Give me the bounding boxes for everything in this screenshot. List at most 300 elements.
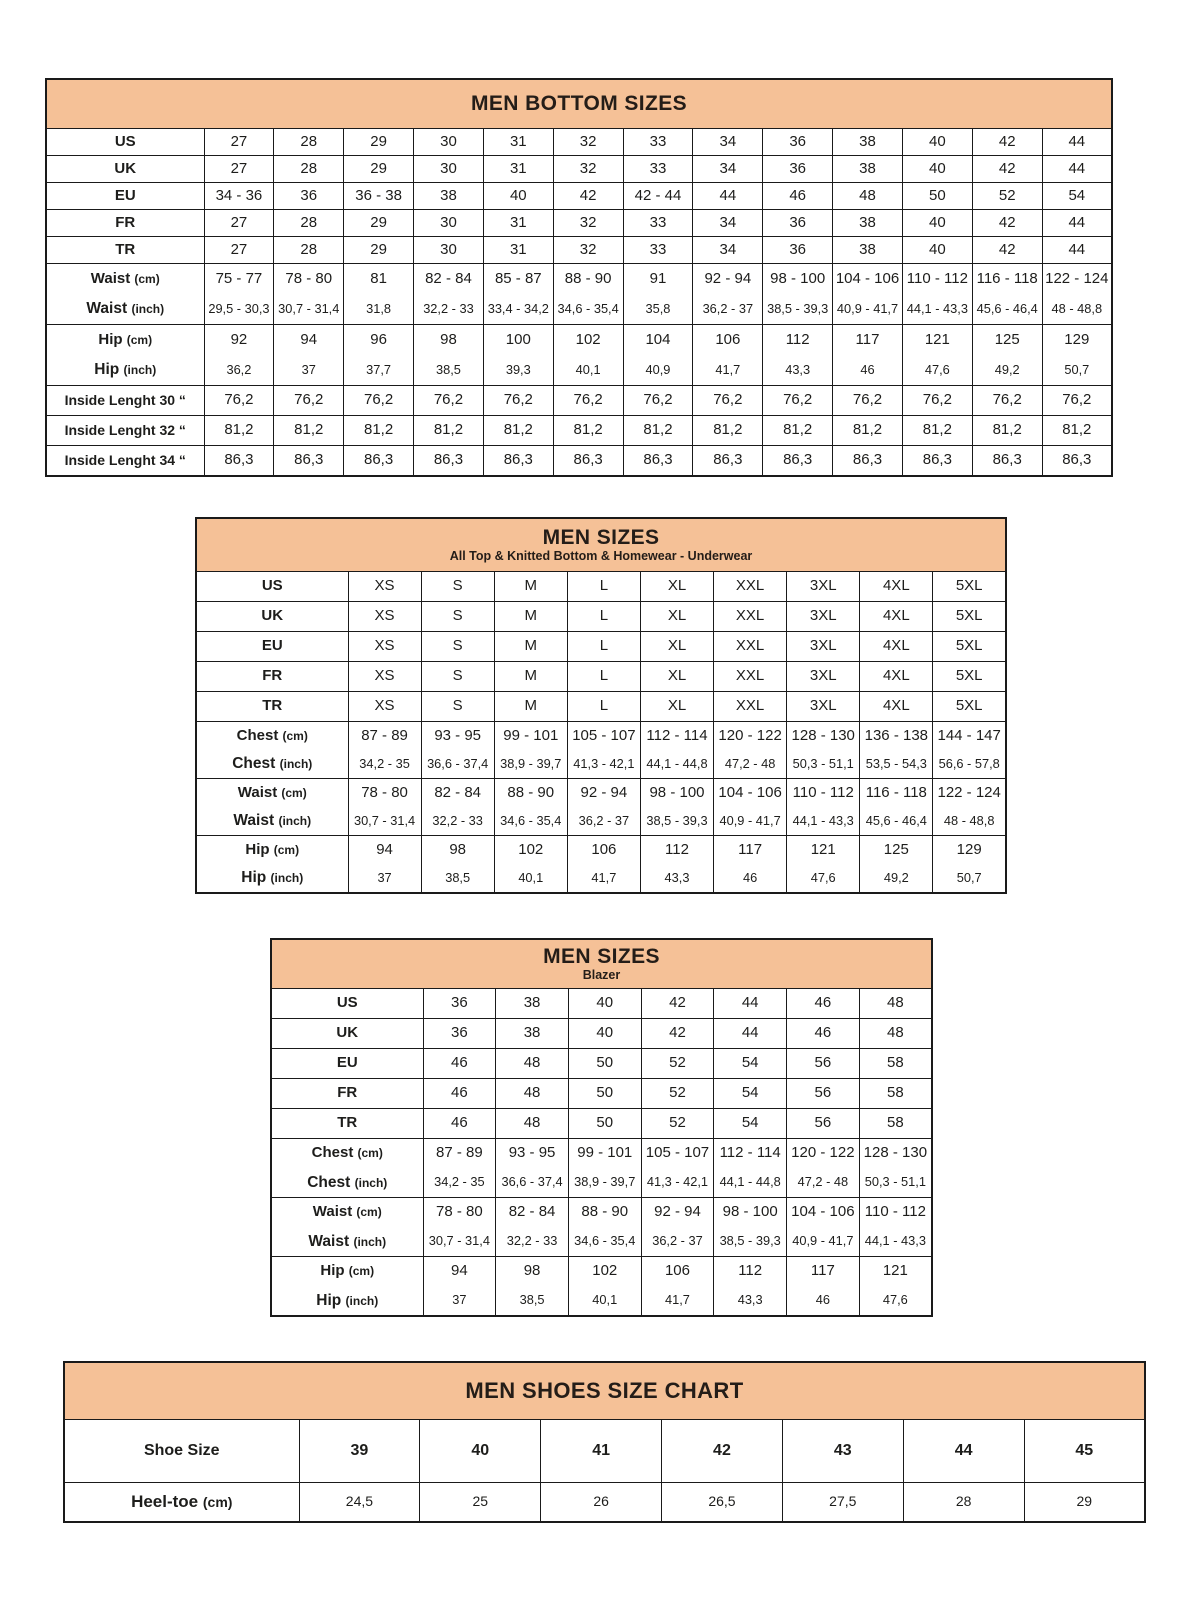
table-title: MEN SHOES SIZE CHART bbox=[465, 1377, 744, 1403]
cell: 44 bbox=[1042, 156, 1112, 183]
row-label bbox=[46, 294, 204, 325]
cell: L bbox=[567, 692, 640, 722]
men-bottom-sizes-table bbox=[45, 78, 1113, 477]
cell: 27 bbox=[204, 129, 274, 156]
cell: 40,9 - 41,7 bbox=[833, 294, 903, 325]
cell: 30,7 - 31,4 bbox=[423, 1227, 496, 1257]
cell: 3XL bbox=[787, 572, 860, 602]
cell: 40 bbox=[568, 989, 641, 1019]
cell: 52 bbox=[641, 1079, 714, 1109]
cell: 58 bbox=[859, 1079, 932, 1109]
cell: 44 bbox=[714, 989, 787, 1019]
cell: 99 - 101 bbox=[494, 722, 567, 751]
cell: 38,5 bbox=[421, 864, 494, 893]
cell: XL bbox=[640, 602, 713, 632]
table-row bbox=[271, 1049, 932, 1079]
cell: 40 bbox=[483, 183, 553, 210]
cell: L bbox=[567, 572, 640, 602]
row-label-text: Hip bbox=[94, 361, 120, 379]
cell: 34,2 - 35 bbox=[423, 1168, 496, 1198]
row-label-text: US bbox=[114, 132, 136, 150]
cell: 87 - 89 bbox=[423, 1139, 496, 1169]
row-label-unit: (cm) bbox=[202, 1493, 233, 1510]
cell: 40 bbox=[902, 237, 972, 264]
cell: 94 bbox=[348, 836, 421, 865]
cell: 42 - 44 bbox=[623, 183, 693, 210]
cell: 86,3 bbox=[623, 446, 693, 477]
cell: 48 bbox=[496, 1079, 569, 1109]
cell: 50,3 - 51,1 bbox=[787, 750, 860, 779]
cell: 104 bbox=[623, 325, 693, 356]
table-row bbox=[271, 1139, 932, 1169]
row-label bbox=[46, 129, 204, 156]
cell: 81,2 bbox=[833, 416, 903, 446]
row-label-text: Chest bbox=[236, 726, 279, 744]
cell: 98 - 100 bbox=[714, 1198, 787, 1228]
row-label bbox=[46, 355, 204, 386]
cell: 81,2 bbox=[414, 416, 484, 446]
row-label bbox=[271, 1109, 423, 1139]
cell: 31,8 bbox=[344, 294, 414, 325]
cell: 112 bbox=[763, 325, 833, 356]
table-header-row bbox=[196, 518, 1006, 572]
cell: 54 bbox=[714, 1109, 787, 1139]
cell: 5XL bbox=[933, 572, 1006, 602]
row-label-text: UK bbox=[114, 159, 137, 177]
cell: 82 - 84 bbox=[414, 264, 484, 295]
row-label-text: Hip bbox=[241, 869, 267, 887]
cell: 52 bbox=[641, 1109, 714, 1139]
cell: 38 bbox=[833, 129, 903, 156]
table-row bbox=[196, 779, 1006, 808]
cell: L bbox=[567, 602, 640, 632]
cell: 40 bbox=[902, 156, 972, 183]
cell: 32,2 - 33 bbox=[496, 1227, 569, 1257]
row-label-text: UK bbox=[336, 1024, 359, 1042]
row-label-unit: (cm) bbox=[273, 842, 300, 857]
cell: 28 bbox=[903, 1483, 1024, 1523]
cell: L bbox=[567, 632, 640, 662]
cell: 94 bbox=[423, 1257, 496, 1287]
cell: 36,2 bbox=[204, 355, 274, 386]
row-label bbox=[196, 632, 348, 662]
row-label-unit: (cm) bbox=[126, 332, 153, 347]
row-label-text: Waist bbox=[86, 300, 128, 318]
cell: 5XL bbox=[933, 632, 1006, 662]
cell: M bbox=[494, 572, 567, 602]
row-label bbox=[196, 779, 348, 808]
cell: XXL bbox=[714, 662, 787, 692]
table-row bbox=[196, 692, 1006, 722]
cell: 44 bbox=[1042, 129, 1112, 156]
cell: 40,9 bbox=[623, 355, 693, 386]
cell: 37,7 bbox=[344, 355, 414, 386]
cell: XS bbox=[348, 632, 421, 662]
cell: 76,2 bbox=[972, 386, 1042, 416]
cell: 94 bbox=[274, 325, 344, 356]
cell: 46 bbox=[423, 1109, 496, 1139]
cell: 76,2 bbox=[693, 386, 763, 416]
cell: 86,3 bbox=[483, 446, 553, 477]
cell: 28 bbox=[274, 156, 344, 183]
table-row bbox=[46, 183, 1112, 210]
cell: 34 bbox=[693, 129, 763, 156]
row-label-text: FR bbox=[115, 213, 136, 231]
cell: 31 bbox=[483, 156, 553, 183]
cell: 117 bbox=[787, 1257, 860, 1287]
row-label bbox=[271, 1286, 423, 1316]
table-row bbox=[46, 264, 1112, 295]
cell: 38 bbox=[496, 989, 569, 1019]
cell: 41 bbox=[541, 1420, 662, 1483]
row-label-unit: (inch) bbox=[131, 302, 165, 317]
cell: 27 bbox=[204, 210, 274, 237]
cell: 44 bbox=[903, 1420, 1024, 1483]
row-label bbox=[46, 210, 204, 237]
row-label-text: Chest bbox=[311, 1144, 354, 1162]
cell: 50 bbox=[902, 183, 972, 210]
cell: 34,6 - 35,4 bbox=[568, 1227, 641, 1257]
cell: 27,5 bbox=[782, 1483, 903, 1523]
row-label bbox=[46, 325, 204, 356]
cell: 120 - 122 bbox=[714, 722, 787, 751]
men-sizes-top-table bbox=[195, 517, 1007, 894]
cell: 30 bbox=[414, 156, 484, 183]
cell: 37 bbox=[274, 355, 344, 386]
cell: S bbox=[421, 602, 494, 632]
row-label-text: Waist bbox=[312, 1203, 353, 1221]
cell: 112 - 114 bbox=[714, 1139, 787, 1169]
cell: 44,1 - 43,3 bbox=[859, 1227, 932, 1257]
cell: 46 bbox=[833, 355, 903, 386]
row-label-unit: (inch) bbox=[353, 1234, 387, 1249]
table-row bbox=[271, 1109, 932, 1139]
cell: 40 bbox=[902, 129, 972, 156]
cell: 117 bbox=[714, 836, 787, 865]
cell: 42 bbox=[972, 129, 1042, 156]
row-label-text: US bbox=[261, 577, 283, 595]
row-label-text: FR bbox=[262, 667, 283, 685]
row-label-unit: (cm) bbox=[134, 271, 160, 286]
row-label bbox=[46, 183, 204, 210]
cell: 39 bbox=[299, 1420, 420, 1483]
table-row bbox=[64, 1483, 1145, 1523]
cell: 75 - 77 bbox=[204, 264, 274, 295]
cell: 40 bbox=[568, 1019, 641, 1049]
cell: 33 bbox=[623, 156, 693, 183]
cell: 54 bbox=[1042, 183, 1112, 210]
table-row bbox=[46, 355, 1112, 386]
cell: 92 bbox=[204, 325, 274, 356]
cell: 40,9 - 41,7 bbox=[714, 807, 787, 836]
cell: 81,2 bbox=[623, 416, 693, 446]
row-label bbox=[271, 1198, 423, 1228]
cell: 81,2 bbox=[204, 416, 274, 446]
row-label-unit: (cm) bbox=[348, 1264, 375, 1279]
cell: 46 bbox=[423, 1079, 496, 1109]
cell: 91 bbox=[623, 264, 693, 295]
row-label bbox=[46, 416, 204, 446]
cell: 86,3 bbox=[693, 446, 763, 477]
row-label bbox=[271, 1168, 423, 1198]
row-label-text: UK bbox=[261, 607, 284, 625]
row-label-text: Waist bbox=[308, 1232, 350, 1250]
cell: 86,3 bbox=[1042, 446, 1112, 477]
table-row bbox=[271, 989, 932, 1019]
cell: 125 bbox=[860, 836, 933, 865]
cell: 36 bbox=[763, 237, 833, 264]
table-row bbox=[196, 632, 1006, 662]
cell: 50,7 bbox=[933, 864, 1006, 893]
cell: 106 bbox=[641, 1257, 714, 1287]
cell: 44,1 - 44,8 bbox=[714, 1168, 787, 1198]
cell: 76,2 bbox=[483, 386, 553, 416]
cell: 36 bbox=[423, 989, 496, 1019]
cell: 99 - 101 bbox=[568, 1139, 641, 1169]
men-sizes-blazer-table bbox=[270, 938, 933, 1317]
cell: M bbox=[494, 692, 567, 722]
row-label-text: Hip bbox=[316, 1291, 342, 1309]
cell: 128 - 130 bbox=[859, 1139, 932, 1169]
cell: 28 bbox=[274, 237, 344, 264]
cell: 110 - 112 bbox=[787, 779, 860, 808]
cell: 41,3 - 42,1 bbox=[641, 1168, 714, 1198]
cell: 56 bbox=[787, 1079, 860, 1109]
table-header bbox=[196, 518, 1006, 572]
cell: 36 bbox=[763, 129, 833, 156]
cell: 78 - 80 bbox=[423, 1198, 496, 1228]
cell: 3XL bbox=[787, 632, 860, 662]
cell: 42 bbox=[972, 210, 1042, 237]
cell: 96 bbox=[344, 325, 414, 356]
row-label bbox=[271, 1227, 423, 1257]
cell: 36 bbox=[763, 210, 833, 237]
cell: 85 - 87 bbox=[483, 264, 553, 295]
cell: 98 bbox=[414, 325, 484, 356]
table-row bbox=[271, 1198, 932, 1228]
cell: 36,6 - 37,4 bbox=[496, 1168, 569, 1198]
cell: 33,4 - 34,2 bbox=[483, 294, 553, 325]
cell: L bbox=[567, 662, 640, 692]
cell: 40 bbox=[420, 1420, 541, 1483]
row-label-text: Chest bbox=[232, 755, 276, 773]
row-label-text: Inside Lenght 30 “ bbox=[64, 391, 186, 408]
table-header-row bbox=[64, 1362, 1145, 1420]
cell: 35,8 bbox=[623, 294, 693, 325]
cell: 24,5 bbox=[299, 1483, 420, 1523]
cell: 93 - 95 bbox=[421, 722, 494, 751]
cell: 52 bbox=[972, 183, 1042, 210]
cell: 40,1 bbox=[553, 355, 623, 386]
row-label-unit: (cm) bbox=[357, 1146, 383, 1161]
cell: 48 bbox=[859, 1019, 932, 1049]
cell: 36,2 - 37 bbox=[693, 294, 763, 325]
table-row bbox=[271, 1079, 932, 1109]
cell: 38 bbox=[833, 156, 903, 183]
row-label bbox=[271, 989, 423, 1019]
table-title: MEN BOTTOM SIZES bbox=[470, 92, 688, 116]
cell: 44 bbox=[714, 1019, 787, 1049]
cell: 98 - 100 bbox=[763, 264, 833, 295]
cell: XXL bbox=[714, 572, 787, 602]
row-label-text: US bbox=[336, 994, 358, 1012]
cell: 76,2 bbox=[763, 386, 833, 416]
cell: 121 bbox=[902, 325, 972, 356]
row-label-text: Waist bbox=[237, 783, 278, 801]
cell: 144 - 147 bbox=[933, 722, 1006, 751]
table-header-row bbox=[46, 79, 1112, 129]
cell: 58 bbox=[859, 1109, 932, 1139]
cell: 78 - 80 bbox=[274, 264, 344, 295]
cell: 86,3 bbox=[553, 446, 623, 477]
cell: 46 bbox=[714, 864, 787, 893]
cell: S bbox=[421, 692, 494, 722]
cell: 104 - 106 bbox=[787, 1198, 860, 1228]
row-label bbox=[196, 864, 348, 893]
table-header bbox=[64, 1362, 1145, 1420]
cell: 112 bbox=[640, 836, 713, 865]
cell: 39,3 bbox=[483, 355, 553, 386]
cell: 34,6 - 35,4 bbox=[553, 294, 623, 325]
cell: 76,2 bbox=[553, 386, 623, 416]
cell: 34 bbox=[693, 156, 763, 183]
cell: 31 bbox=[483, 210, 553, 237]
cell: 25 bbox=[420, 1483, 541, 1523]
cell: 40,9 - 41,7 bbox=[787, 1227, 860, 1257]
table-subtitle: Blazer bbox=[582, 968, 621, 983]
row-label bbox=[46, 386, 204, 416]
cell: 4XL bbox=[860, 662, 933, 692]
cell: 122 - 124 bbox=[1042, 264, 1112, 295]
cell: 105 - 107 bbox=[567, 722, 640, 751]
cell: 28 bbox=[274, 129, 344, 156]
row-label-unit: (cm) bbox=[281, 785, 307, 800]
cell: 76,2 bbox=[1042, 386, 1112, 416]
cell: 46 bbox=[787, 989, 860, 1019]
cell: 32 bbox=[553, 210, 623, 237]
cell: 76,2 bbox=[902, 386, 972, 416]
cell: 81,2 bbox=[553, 416, 623, 446]
men-shoes-size-chart bbox=[63, 1361, 1146, 1523]
cell: 50 bbox=[568, 1079, 641, 1109]
cell: 38,5 - 39,3 bbox=[763, 294, 833, 325]
cell: 43 bbox=[782, 1420, 903, 1483]
cell: 43,3 bbox=[763, 355, 833, 386]
cell: 50,3 - 51,1 bbox=[859, 1168, 932, 1198]
cell: 42 bbox=[972, 237, 1042, 264]
cell: 56 bbox=[787, 1049, 860, 1079]
cell: 43,3 bbox=[714, 1286, 787, 1316]
table-row bbox=[271, 1257, 932, 1287]
cell: 87 - 89 bbox=[348, 722, 421, 751]
cell: 121 bbox=[787, 836, 860, 865]
cell: 38 bbox=[833, 237, 903, 264]
table-row bbox=[196, 807, 1006, 836]
cell: 38,5 - 39,3 bbox=[640, 807, 713, 836]
cell: 116 - 118 bbox=[860, 779, 933, 808]
row-label-text: Inside Lenght 32 “ bbox=[64, 421, 186, 438]
cell: 29 bbox=[1024, 1483, 1145, 1523]
cell: 38 bbox=[496, 1019, 569, 1049]
cell: 34,2 - 35 bbox=[348, 750, 421, 779]
table-row bbox=[46, 294, 1112, 325]
cell: 34,6 - 35,4 bbox=[494, 807, 567, 836]
row-label bbox=[196, 836, 348, 865]
cell: 86,3 bbox=[763, 446, 833, 477]
cell: 29 bbox=[344, 237, 414, 264]
cell: XS bbox=[348, 662, 421, 692]
row-label-text: Hip bbox=[98, 330, 123, 348]
cell: 116 - 118 bbox=[972, 264, 1042, 295]
row-label-text: EU bbox=[336, 1054, 358, 1072]
row-label bbox=[46, 156, 204, 183]
cell: 104 - 106 bbox=[833, 264, 903, 295]
cell: 112 bbox=[714, 1257, 787, 1287]
cell: 46 bbox=[763, 183, 833, 210]
cell: 36 - 38 bbox=[344, 183, 414, 210]
cell: 31 bbox=[483, 129, 553, 156]
row-label bbox=[196, 807, 348, 836]
cell: 42 bbox=[641, 1019, 714, 1049]
cell: 46 bbox=[787, 1286, 860, 1316]
cell: 5XL bbox=[933, 602, 1006, 632]
cell: 48 bbox=[496, 1109, 569, 1139]
cell: 4XL bbox=[860, 572, 933, 602]
cell: 41,7 bbox=[693, 355, 763, 386]
row-label-text: Chest bbox=[307, 1173, 351, 1191]
cell: 86,3 bbox=[833, 446, 903, 477]
cell: 128 - 130 bbox=[787, 722, 860, 751]
table-row bbox=[271, 1227, 932, 1257]
row-label bbox=[64, 1420, 299, 1483]
cell: 102 bbox=[568, 1257, 641, 1287]
cell: 92 - 94 bbox=[567, 779, 640, 808]
row-label-unit: (inch) bbox=[270, 871, 304, 886]
cell: 112 - 114 bbox=[640, 722, 713, 751]
cell: 76,2 bbox=[274, 386, 344, 416]
row-label-text: Waist bbox=[90, 269, 131, 287]
table-row bbox=[46, 129, 1112, 156]
cell: 38 bbox=[833, 210, 903, 237]
cell: 3XL bbox=[787, 602, 860, 632]
cell: 86,3 bbox=[344, 446, 414, 477]
cell: 102 bbox=[494, 836, 567, 865]
cell: 36 bbox=[763, 156, 833, 183]
row-label-text: Shoe Size bbox=[143, 1442, 220, 1460]
row-label-text: EU bbox=[114, 186, 136, 204]
cell: XL bbox=[640, 572, 713, 602]
table-title: MEN SIZES bbox=[542, 526, 660, 550]
table-title: MEN SIZES bbox=[543, 945, 660, 969]
cell: 110 - 112 bbox=[902, 264, 972, 295]
cell: 44 bbox=[693, 183, 763, 210]
cell: 4XL bbox=[860, 602, 933, 632]
row-label bbox=[64, 1483, 299, 1523]
cell: 81,2 bbox=[763, 416, 833, 446]
cell: 42 bbox=[641, 989, 714, 1019]
cell: 86,3 bbox=[902, 446, 972, 477]
cell: 38,5 - 39,3 bbox=[714, 1227, 787, 1257]
cell: 36,2 - 37 bbox=[567, 807, 640, 836]
cell: 47,6 bbox=[787, 864, 860, 893]
table-row bbox=[46, 325, 1112, 356]
cell: XXL bbox=[714, 632, 787, 662]
row-label-unit: (inch) bbox=[279, 757, 313, 772]
table-row bbox=[196, 602, 1006, 632]
row-label-text: Hip bbox=[320, 1262, 345, 1280]
cell: 120 - 122 bbox=[787, 1139, 860, 1169]
cell: 42 bbox=[972, 156, 1042, 183]
